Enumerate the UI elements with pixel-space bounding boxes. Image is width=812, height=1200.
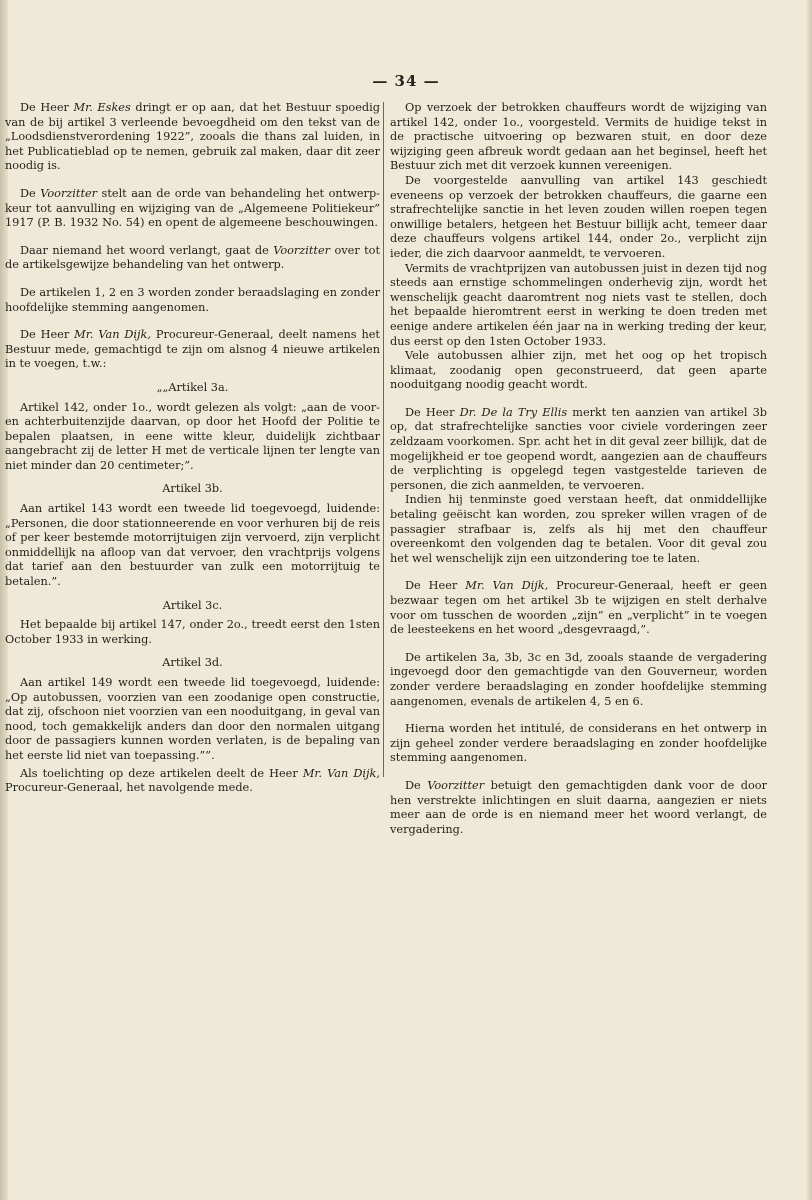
paragraph-de-la-try-ellis: De Heer Dr. De la Try Ellis merkt ten aanzien van artikel 3b op, dat strafrechtelijke sancties voor civiele vorderingen zeer zeldzaam voorkomen. Spr. acht het in dit geval zeer billijk, dat de mogelijkheid er toe geopend wordt, aangezien aan de chauffeurs de verplichting is opgelegd tegen vastgestelde tarieven de personen, die zich aanmelden, te vervoeren. <box>390 405 767 492</box>
left-column <box>5 101 380 796</box>
paragraph-ontwerp-adopted: Hierna worden het intitulé, de considerans en het ontwerp in zijn geheel zonder verdere beraadslaging en zonder hoofdelijke stemming aangenomen. <box>390 722 767 765</box>
heading-artikel-3d: Artikel 3d. <box>162 656 223 670</box>
paragraph-articles-adopted: De artikelen 1, 2 en 3 worden zonder beraadslaging en zonder hoofdelijke stemming aangenomen. <box>5 285 380 314</box>
column-divider <box>383 102 384 777</box>
right-column <box>390 101 767 837</box>
paragraph-artikel-3b: Aan artikel 143 wordt een tweede lid toegevoegd, luidende: „Personen, die door stationneerende en voor verhuren bij de reis of per keer bestemde motorrijtuigen zijn vervoerd, zijn verplicht onmiddellijk na afloop van dat vervoer, den vrachtprijs volgens dat tarief aan den bestuurder van zulk een motorrijtuig te betalen.”. <box>5 502 380 589</box>
paragraph-voorzitter-closing: De Voorzitter betuigt den gemachtigden dank voor de door hen verstrekte inlichtingen en sluit daarna, aangezien er niets meer aan de orde is en niemand meer het woord verlangt, de vergadering. <box>390 778 767 836</box>
paragraph-articles-3a-3d-adopted: De artikelen 3a, 3b, 3c en 3d, zooals staande de vergadering ingevoegd door den gemachtigde van den Gouverneur, worden zonder verdere beraadslaging en zonder hoofdelijke stemming aangenomen, evenals de artikelen 4, 5 en 6. <box>390 650 767 708</box>
paragraph-artikel-3c: Het bepaalde bij artikel 147, onder 2o., treedt eerst den 1sten October 1933 in werking. <box>5 618 380 646</box>
paragraph-aanvulling-143: De voorgestelde aanvulling van artikel 143 geschiedt eveneens op verzoek der betrokken chauffeurs, die gaarne een strafrechtelijke sanctie in het leven zouden willen roepen tegen onwillige betalers, hetgeen het Bestuur billijk acht, temeer daar deze chauffeurs volgens artikel 144, onder 2o., verplicht zijn ieder, die zich daarvoor aanmeldt, te vervoeren. <box>390 173 767 260</box>
paragraph-voorzitter-articles: Daar niemand het woord verlangt, gaat de Voorzitter over tot de artikelsgewijze behandeling van het ontwerp. <box>5 243 380 272</box>
paragraph-onmiddellijke-betaling: Indien hij tenminste goed verstaan heeft, dat onmiddellijke betaling geëischt kan worden, zou spreker willen vragen of de passagier strafbaar is, zelfs als hij met den chauffeur overeenkomt den volgenden dag te betalen. Voor dit geval zou het wel wenschelijk zijn een uitzondering toe te laten. <box>390 493 767 565</box>
paragraph-eskes: De Heer Mr. Eskes dringt er op aan, dat het Bestuur spoedig van de bij artikel 3 verleende bevoegdheid om den tekst van de „Loodsdienstverordening 1922”, zooals die thans zal luiden, in het Publicatieblad op te nemen, gebruik zal maken, daar dit zeer noodig is. <box>5 101 380 173</box>
heading-artikel-3a: „„Artikel 3a. <box>156 380 229 394</box>
paragraph-artikel-3a: Artikel 142, onder 1o., wordt gelezen als volgt: „aan de voor- en achterbuitenzijde daarvan, op door het Hoofd der Politie te bepalen plaatsen, in eene witte kleur, duidelijk zichtbaar aangebracht zij de letter H met de verticale lijnen ter lengte van niet minder dan 20 centimeter;”. <box>5 400 380 472</box>
heading-artikel-3c: Artikel 3c. <box>162 598 223 612</box>
paragraph-voorzitter-opening: De Voorzitter stelt aan de orde van behandeling het ontwerp-keur tot aanvulling en wijziging van de „Algemeene Politiekeur” 1917 (P. B. 1932 No. 54) en opent de algemeene beschouwingen. <box>5 186 380 230</box>
paragraph-chauffeurs-request: Op verzoek der betrokken chauffeurs wordt de wijziging van artikel 142, onder 1o., voorgesteld. Vermits de huidige tekst in de practische uitvoering op bezwaren stuit, en door deze wijziging geen afbreuk wordt gedaan aan het beginsel, heeft het Bestuur zich met dit verzoek kunnen vereenigen. <box>390 101 767 173</box>
heading-artikel-3b: Artikel 3b. <box>162 482 223 496</box>
page-number: — 34 — <box>372 72 440 90</box>
paragraph-van-dijk-new-articles: De Heer Mr. Van Dijk, Procureur-Generaal, deelt namens het Bestuur mede, gemachtigd te zijn om alsnog 4 nieuwe artikelen in te voegen, t.w.: <box>5 328 380 371</box>
paragraph-autobussen: Vele autobussen alhier zijn, met het oog op het tropisch klimaat, zoodanig open geconstrueerd, dat geen aparte nooduitgang noodig geacht wordt. <box>390 349 767 392</box>
paragraph-artikel-3d: Aan artikel 149 wordt een tweede lid toegevoegd, luidende: „Op autobussen, voorzien van een zoodanige open constructie, dat zij, ofschoon niet voorzien van een nooduitgang, in geval van nood, toch gemakkelijk anders dan door den normalen uitgang door de passagiers kunnen worden verlaten, is de bepaling van het eerste lid niet van toepassing.””. <box>5 676 380 762</box>
paragraph-van-dijk-desgevraagd: De Heer Mr. Van Dijk, Procureur-Generaal, heeft er geen bezwaar tegen om het artikel 3b te wijzigen en stelt derhalve voor om tusschen de woorden „zijn” en „verplicht” in te voegen de leesteekens en het woord „desgevraagd,”. <box>390 579 767 637</box>
paragraph-vrachtprijzen: Vermits de vrachtprijzen van autobussen juist in dezen tijd nog steeds aan ernstige schommelingen onderhevig zijn, wordt het wenschelijk geacht daaromtrent nog niets vast te stellen, doch het bepaalde hieromtrent eerst in werking te doen treden met eenige andere artikelen één jaar na in werking treding der keur, dus eerst op den 1sten October 1933. <box>390 261 767 348</box>
paragraph-toelichting: Als toelichting op deze artikelen deelt de Heer Mr. Van Dijk, Procureur-Generaal, het navolgende mede. <box>5 766 380 795</box>
page-outer-edge <box>806 0 812 1200</box>
